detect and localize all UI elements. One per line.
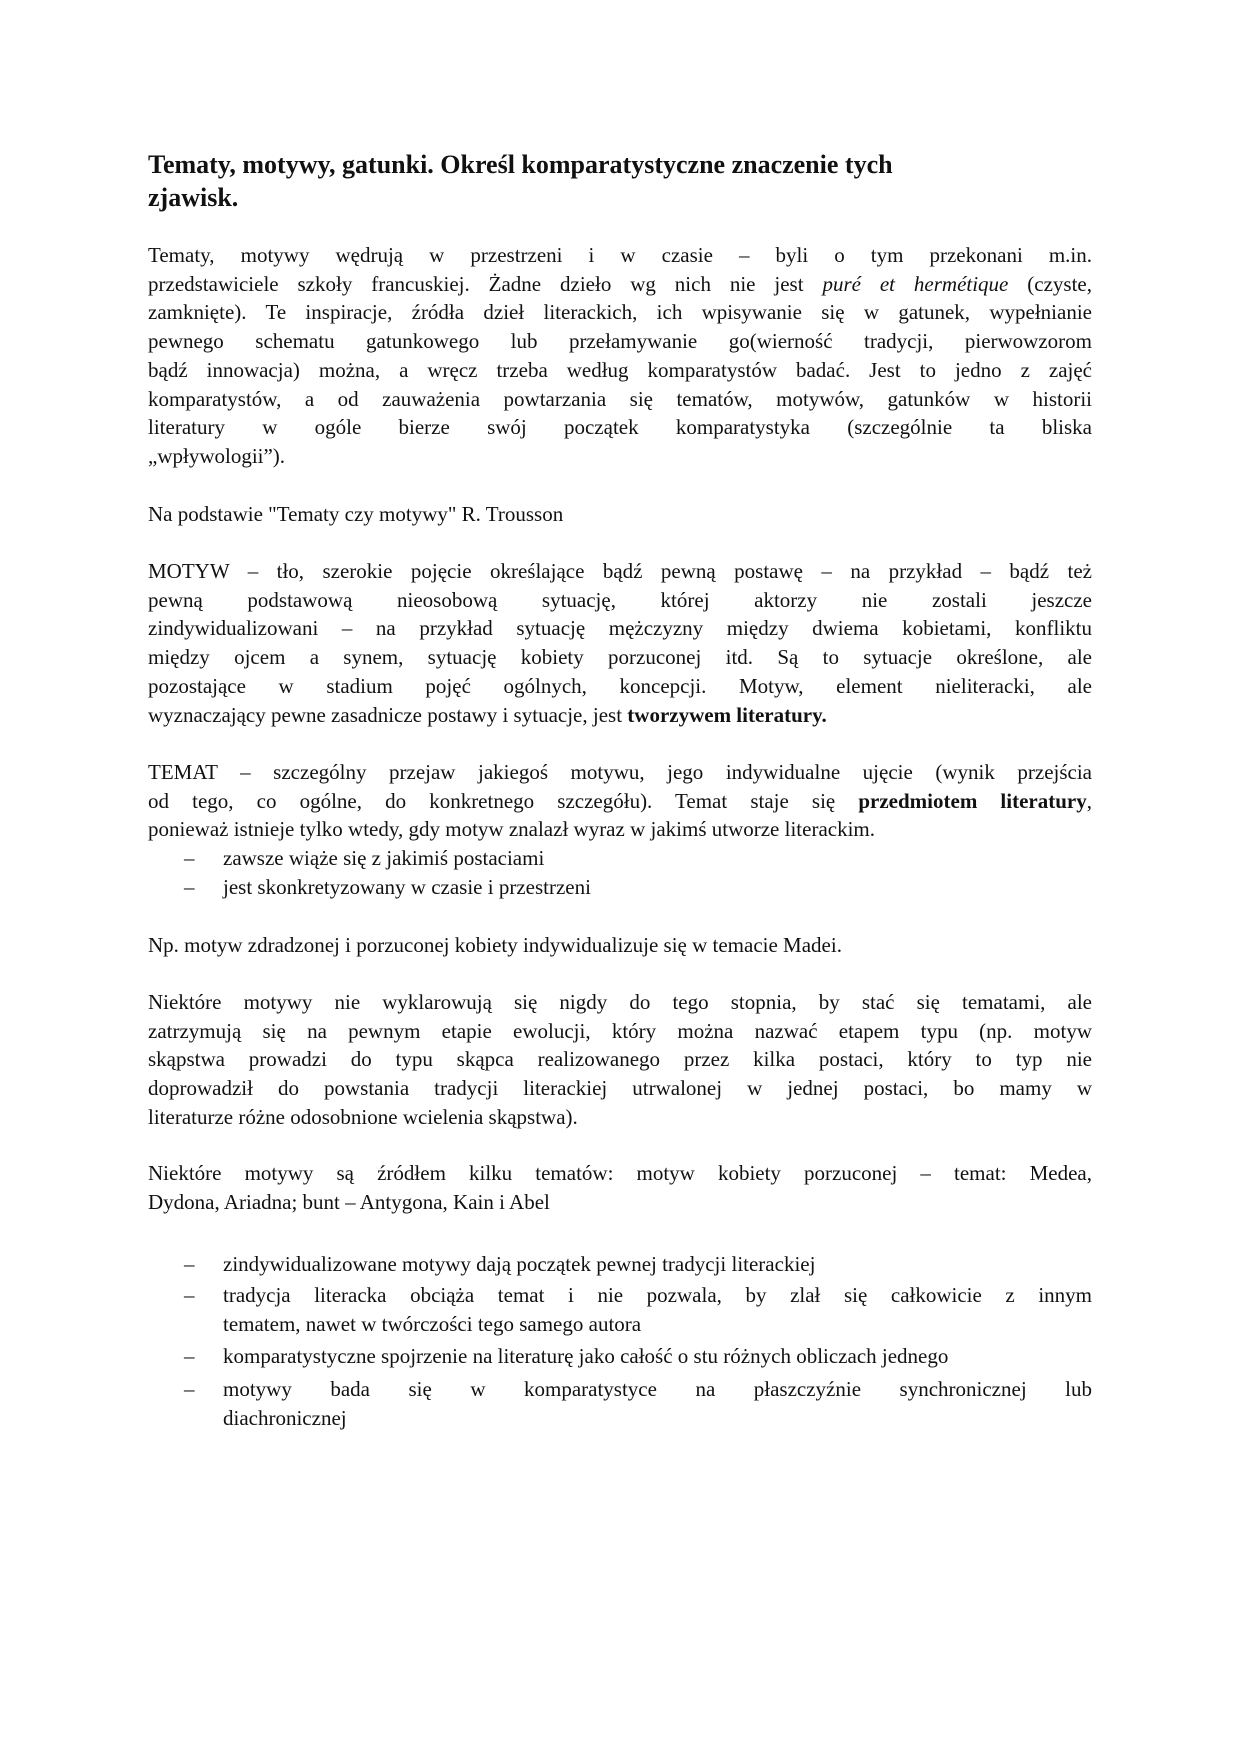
list-item bbox=[148, 873, 1092, 902]
text-line: TEMAT – szczególny przejaw jakiegoś motywu, jego indywidualne ujęcie (wynik przejścia bbox=[148, 760, 1092, 784]
motyw-paragraph bbox=[148, 557, 1092, 729]
text-line bbox=[148, 701, 1092, 730]
text-line: Niektóre motywy są źródłem kilku tematów: motyw kobiety porzuconej – temat: Medea, bbox=[148, 1161, 1092, 1185]
text-span: , bbox=[1086, 788, 1092, 813]
text-line: literaturze różne odosobnione wcielenia skąpstwa). bbox=[148, 1104, 578, 1129]
list-item bbox=[148, 1342, 1092, 1371]
bullet-dash: – bbox=[184, 1283, 195, 1307]
text-line: zindywidualizowani – na przykład sytuację mężczyzny między dwiema kobietami, konfliktu bbox=[148, 616, 1092, 641]
bullet-dash: – bbox=[184, 1377, 195, 1401]
text-line: pozostające w stadium pojęć ogólnych, koncepcji. Motyw, element nieliteracki, ale bbox=[148, 673, 1092, 698]
example-paragraph bbox=[148, 931, 1092, 960]
bullet-dash: – bbox=[184, 1252, 195, 1276]
sources-paragraph bbox=[148, 1159, 1092, 1216]
text-line: pewną podstawową nieosobową sytuację, której aktorzy nie zostali jeszcze bbox=[148, 587, 1092, 612]
list-item-text: komparatystyczne spojrzenie na literaturę jako całość o stu różnych obliczach jednego bbox=[223, 1344, 949, 1368]
text-line: między ojcem a synem, sytuację kobiety porzuconej itd. Są to sytuacje określone, ale bbox=[148, 645, 1092, 670]
text-line: bądź innowacja) można, a wręcz trzeba według komparatystów badać. Jest to jedno z zajęć bbox=[148, 357, 1092, 382]
text-line: ponieważ istnieje tylko wtedy, gdy motyw znalazł wyraz w jakimś utworze literackim. bbox=[148, 817, 876, 842]
text-line: Np. motyw zdradzonej i porzuconej kobiety indywidualizuje się w temacie Madei. bbox=[148, 933, 842, 957]
text-line: zatrzymują się na pewnym etapie ewolucji, który można nazwać etapem typu (np. motyw bbox=[148, 1018, 1092, 1043]
text-line: Na podstawie "Tematy czy motywy" R. Trousson bbox=[148, 502, 564, 526]
temat-paragraph bbox=[148, 758, 1092, 844]
intro-paragraph bbox=[148, 241, 1092, 471]
document-title bbox=[148, 148, 1098, 214]
text-line: pewnego schematu gatunkowego lub przełamywanie go(wierność tradycji, pierwowzorom bbox=[148, 329, 1092, 354]
bullet-dash: – bbox=[184, 846, 195, 870]
list-item-text: zawsze wiąże się z jakimiś postaciami bbox=[223, 846, 545, 870]
italic-phrase: puré et hermétique bbox=[822, 271, 1009, 296]
source-line bbox=[148, 500, 1092, 529]
bold-phrase: tworzywem literatury. bbox=[627, 702, 827, 727]
text-line: MOTYW – tło, szerokie pojęcie określające bądź pewną postawę – na przykład – bądź też bbox=[148, 559, 1092, 583]
text-line: zamknięte). Te inspiracje, źródła dzieł literackich, ich wpisywanie się w gatunek, wypełnianie bbox=[148, 300, 1092, 325]
list-item-text: diachronicznej bbox=[223, 1405, 347, 1430]
text-span: od tego, co ogólne, do konkretnego szczegółu). Temat staje się bbox=[148, 788, 859, 813]
text-span: (czyste, bbox=[1008, 271, 1093, 296]
list-item bbox=[148, 844, 1092, 873]
list-item-text: motywy bada się w komparatystyce na płaszczyźnie synchronicznej lub bbox=[223, 1377, 1092, 1401]
list-item bbox=[148, 1250, 1092, 1279]
list-item-text: zindywidualizowane motywy dają początek pewnej tradycji literackiej bbox=[223, 1252, 816, 1276]
text-line bbox=[148, 787, 1092, 816]
text-line: skąpstwa prowadzi do typu skąpca realizowanego przez kilka postaci, który to typ nie bbox=[148, 1047, 1092, 1072]
text-span: wyznaczający pewne zasadnicze postawy i sytuacje, jest bbox=[148, 702, 628, 727]
list-item bbox=[148, 1281, 1092, 1338]
text-line: doprowadził do powstania tradycji literackiej utrwalonej w jednej postaci, bo mamy w bbox=[148, 1076, 1092, 1101]
text-line: literatury w ogóle bierze swój początek komparatystyka (szczególnie ta bliska bbox=[148, 415, 1092, 440]
type-paragraph bbox=[148, 988, 1092, 1132]
title-line: Tematy, motywy, gatunki. Określ komparatystyczne znaczenie tych bbox=[148, 150, 893, 179]
list-item-text: tradycja literacka obciąża temat i nie pozwala, by zlał się całkowicie z innym bbox=[223, 1283, 1092, 1307]
bullet-dash: – bbox=[184, 875, 195, 899]
text-line: „wpływologii”). bbox=[148, 443, 286, 468]
list-item-text: jest skonkretyzowany w czasie i przestrzeni bbox=[223, 875, 591, 899]
list-item-text: tematem, nawet w twórczości tego samego autora bbox=[223, 1311, 642, 1336]
text-span: przedstawiciele szkoły francuskiej. Żadne dzieło wg nich nie jest bbox=[148, 271, 823, 296]
list-item bbox=[148, 1375, 1092, 1432]
text-line: Tematy, motywy wędrują w przestrzeni i w czasie – byli o tym przekonani m.in. bbox=[148, 243, 1092, 267]
title-line: zjawisk. bbox=[148, 183, 239, 212]
text-line: komparatystów, a od zauważenia powtarzania się tematów, motywów, gatunków w historii bbox=[148, 386, 1092, 411]
bold-phrase: przedmiotem literatury bbox=[858, 788, 1087, 813]
text-line bbox=[148, 270, 1092, 299]
text-line: Niektóre motywy nie wyklarowują się nigdy do tego stopnia, by stać się tematami, ale bbox=[148, 990, 1092, 1014]
text-line: Dydona, Ariadna; bunt – Antygona, Kain i Abel bbox=[148, 1189, 550, 1214]
bullet-dash: – bbox=[184, 1344, 195, 1368]
